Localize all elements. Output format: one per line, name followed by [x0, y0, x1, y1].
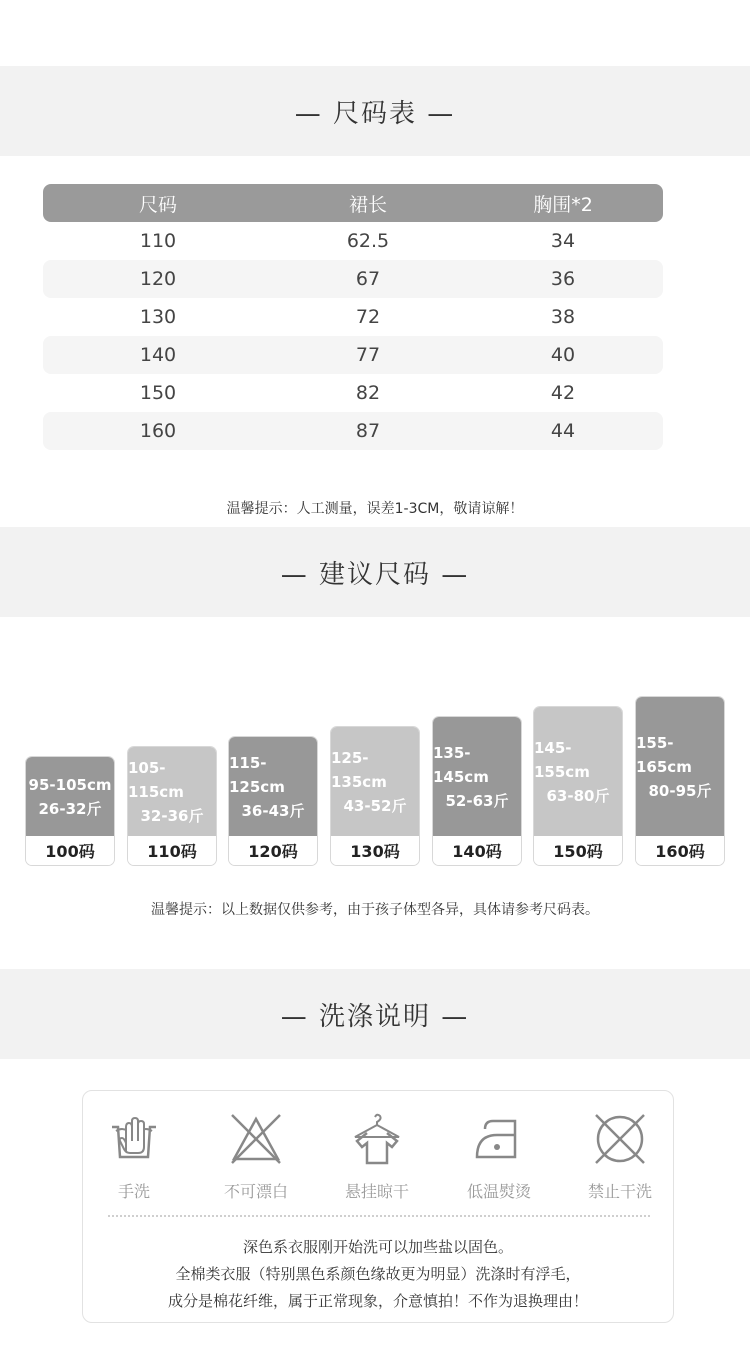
washing-instructions-title: — 洗涤说明 —: [280, 1001, 470, 1032]
weight-range: 43-52斤: [343, 797, 407, 815]
care-icons: [83, 1111, 673, 1201]
size-label: 120码: [229, 836, 317, 865]
size-card: [432, 716, 522, 866]
height-range: 145-155cm: [534, 739, 590, 781]
washing-note-line: 成分是棉花纤维，属于正常现象，介意慎拍！不作为退换理由！: [167, 1292, 588, 1310]
washing-instructions-box: [82, 1090, 674, 1323]
washing-note-line: 全棉类衣服（特别黑色系颜色缘故更为明显）洗涤时有浮毛，: [175, 1265, 581, 1283]
care-item: [197, 1111, 315, 1202]
header-chest: 胸围*2: [533, 193, 593, 216]
size-label: 100码: [26, 836, 114, 865]
cell-chest: 44: [550, 420, 576, 442]
cell-length: 62.5: [346, 230, 390, 252]
cell-length: 67: [355, 268, 381, 290]
height-range: 115-125cm: [229, 754, 285, 796]
reference-note: 温馨提示：以上数据仅供参考，由于孩子体型各异，具体请参考尺码表。: [151, 902, 599, 918]
hand-wash-icon: [106, 1111, 162, 1167]
size-chart-header: [0, 66, 750, 156]
size-card: [330, 726, 420, 866]
low-iron-icon: [471, 1111, 527, 1167]
recommended-size-header: [0, 527, 750, 617]
cell-length: 87: [355, 420, 381, 442]
care-item: [561, 1111, 679, 1202]
height-range: 125-135cm: [331, 749, 387, 791]
care-label: 禁止干洗: [587, 1182, 652, 1201]
cell-length: 72: [355, 306, 381, 328]
cell-length: 77: [355, 344, 381, 366]
size-card-info: [128, 747, 216, 837]
measurement-note: 温馨提示：人工测量，误差1-3CM，敬请谅解！: [226, 501, 524, 517]
hang-dry-icon: [349, 1111, 405, 1167]
size-card-info: [331, 727, 419, 837]
header-skirt-length: 裙长: [348, 193, 387, 216]
table-row: [43, 412, 663, 450]
height-range: 135-145cm: [433, 744, 489, 786]
dotted-divider: [108, 1215, 650, 1217]
washing-instructions-header: [0, 969, 750, 1059]
weight-range: 36-43斤: [241, 802, 305, 820]
size-card-info: [26, 757, 114, 837]
care-label: 低温熨烫: [466, 1182, 531, 1201]
size-label: 160码: [636, 836, 724, 865]
size-table: [43, 184, 663, 450]
header-size: 尺码: [138, 193, 177, 216]
weight-range: 63-80斤: [546, 787, 610, 805]
washing-notes: [83, 1234, 673, 1315]
height-range: 95-105cm: [28, 776, 112, 794]
table-row: [43, 374, 663, 412]
weight-range: 52-63斤: [445, 792, 509, 810]
cell-size: 150: [139, 382, 177, 404]
weight-range: 80-95斤: [648, 782, 712, 800]
cell-chest: 34: [550, 230, 576, 252]
cell-length: 82: [355, 382, 381, 404]
table-row: [43, 298, 663, 336]
size-card: [635, 696, 725, 866]
no-dry-clean-icon: [592, 1111, 648, 1167]
cell-chest: 38: [550, 306, 576, 328]
size-chart-title: — 尺码表 —: [294, 98, 456, 129]
size-card-info: [534, 707, 622, 837]
size-card-info: [636, 697, 724, 837]
cell-size: 130: [139, 306, 177, 328]
size-card: [25, 756, 115, 866]
size-table-header: [43, 184, 663, 222]
table-row: [43, 336, 663, 374]
care-label: 手洗: [117, 1182, 150, 1201]
cell-size: 140: [139, 344, 177, 366]
cell-size: 110: [139, 230, 177, 252]
weight-range: 26-32斤: [38, 800, 102, 818]
care-item: [440, 1111, 558, 1202]
care-item: [318, 1111, 436, 1202]
care-label: 不可漂白: [223, 1182, 288, 1201]
size-card: [228, 736, 318, 866]
cell-chest: 42: [550, 382, 576, 404]
recommended-size-chart: [25, 696, 725, 866]
table-row: [43, 260, 663, 298]
size-card-info: [229, 737, 317, 837]
cell-chest: 36: [550, 268, 576, 290]
care-label: 悬挂晾干: [344, 1182, 409, 1201]
no-bleach-icon: [228, 1111, 284, 1167]
height-range: 105-115cm: [128, 759, 184, 801]
weight-range: 32-36斤: [140, 807, 204, 825]
size-card-info: [433, 717, 521, 837]
recommended-size-title: — 建议尺码 —: [280, 559, 470, 590]
size-label: 110码: [128, 836, 216, 865]
size-card: [533, 706, 623, 866]
size-label: 140码: [433, 836, 521, 865]
size-label: 130码: [331, 836, 419, 865]
cell-size: 160: [139, 420, 177, 442]
washing-note-line: 深色系衣服刚开始洗可以加些盐以固色。: [242, 1238, 513, 1256]
size-label: 150码: [534, 836, 622, 865]
size-card: [127, 746, 217, 866]
table-row: [43, 222, 663, 260]
cell-chest: 40: [550, 344, 576, 366]
height-range: 155-165cm: [636, 734, 692, 776]
cell-size: 120: [139, 268, 177, 290]
care-item: [75, 1111, 193, 1202]
